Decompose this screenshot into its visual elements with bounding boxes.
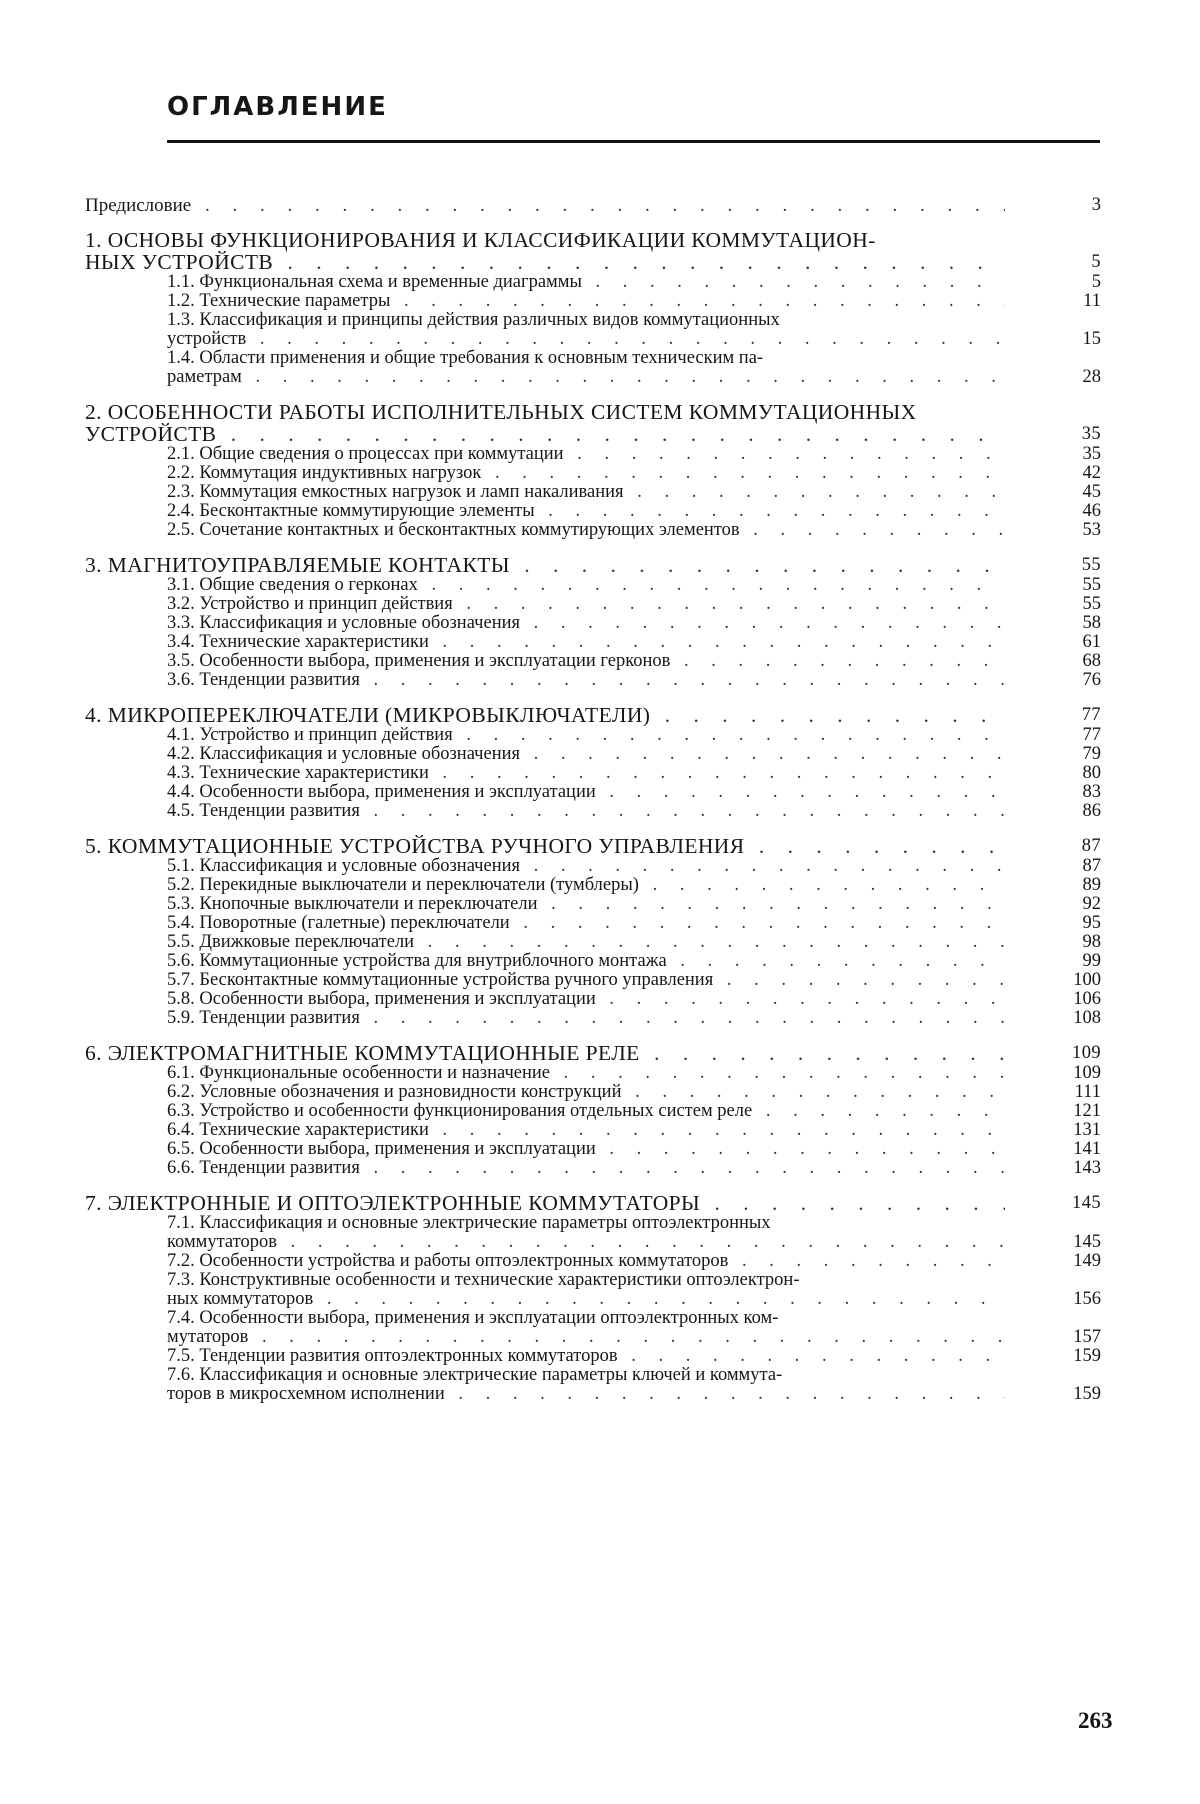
section-page: 95 [1082, 913, 1101, 933]
section-title: раметрам . . . [167, 368, 1005, 387]
section-title: коммутаторов . . . [167, 1233, 1005, 1252]
section-title: 3.4. Технические характеристики . . . [167, 633, 1005, 652]
section-title: 3.6. Тенденции развития . . . [167, 671, 1005, 690]
chapter-block-6 [85, 1042, 1115, 1178]
chapter-block-2 [85, 401, 1115, 540]
section-entry[interactable] [167, 933, 1115, 952]
section-page: 141 [1073, 1139, 1101, 1159]
section-page: 157 [1073, 1327, 1101, 1347]
section-entry[interactable] [167, 576, 1115, 595]
section-page: 5 [1091, 272, 1101, 292]
section-entry[interactable] [167, 1064, 1115, 1083]
section-page: 80 [1082, 763, 1101, 783]
section-entry[interactable] [167, 1366, 1115, 1404]
section-page: 159 [1073, 1384, 1101, 1404]
section-title: 5.3. Кнопочные выключатели и переключатели . . . [167, 895, 1005, 914]
section-entry[interactable] [167, 876, 1115, 895]
section-title: 4.1. Устройство и принцип действия . . . [167, 726, 1005, 745]
section-entry[interactable] [167, 652, 1115, 671]
section-page: 99 [1082, 951, 1101, 971]
section-title: 5.5. Движковые переключатели . . . [167, 933, 1005, 952]
chapter-page: 109 [1072, 1043, 1101, 1063]
section-entry[interactable] [167, 1121, 1115, 1140]
section-entry[interactable] [167, 273, 1115, 292]
chapter-title: 5. КОММУТАЦИОННЫЕ УСТРОЙСТВА РУЧНОГО УПРАВЛЕНИЯ . . . [85, 835, 1005, 857]
section-page: 79 [1082, 744, 1101, 764]
chapter-page: 145 [1072, 1193, 1101, 1213]
section-title: 3.3. Классификация и условные обозначения . . . [167, 614, 1005, 633]
section-title: 4.2. Классификация и условные обозначения . . . [167, 745, 1005, 764]
section-title: 5.4. Поворотные (галетные) переключатели . . . [167, 914, 1005, 933]
section-title: 5.2. Перекидные выключатели и переключатели (тумблеры) . . . [167, 876, 1005, 895]
section-title: 2.5. Сочетание контактных и бесконтактных коммутирующих элементов . . . [167, 521, 1005, 540]
section-page: 53 [1082, 520, 1101, 540]
section-page: 28 [1082, 367, 1101, 387]
chapter-block-1 [85, 229, 1115, 387]
section-title: 6.5. Особенности выбора, применения и эксплуатации . . . [167, 1140, 1005, 1159]
chapter-title-line: 2. ОСОБЕННОСТИ РАБОТЫ ИСПОЛНИТЕЛЬНЫХ СИСТЕМ КОММУТАЦИОННЫХ [85, 400, 917, 424]
section-title: 1.2. Технические параметры . . . [167, 292, 1005, 311]
section-entry[interactable] [167, 857, 1115, 876]
section-page: 121 [1073, 1101, 1101, 1121]
section-entry[interactable] [167, 1214, 1115, 1252]
section-entry[interactable] [167, 1009, 1115, 1028]
section-entry[interactable] [167, 971, 1115, 990]
chapter-page: 35 [1081, 424, 1101, 444]
section-page: 87 [1082, 856, 1101, 876]
section-entry[interactable] [167, 349, 1115, 387]
section-page: 100 [1073, 970, 1101, 990]
chapter-title: 4. МИКРОПЕРЕКЛЮЧАТЕЛИ (МИКРОВЫКЛЮЧАТЕЛИ) . . . [85, 704, 1005, 726]
chapter-title: 3. МАГНИТОУПРАВЛЯЕМЫЕ КОНТАКТЫ . . . [85, 554, 1005, 576]
chapter-entry[interactable] [85, 401, 1115, 445]
section-page: 15 [1082, 329, 1101, 349]
section-entry[interactable] [167, 990, 1115, 1009]
chapter-block-3 [85, 554, 1115, 690]
section-entry[interactable] [167, 745, 1115, 764]
section-entry[interactable] [167, 1309, 1115, 1347]
section-page: 11 [1083, 291, 1101, 311]
chapter-title: 7. ЭЛЕКТРОННЫЕ И ОПТОЭЛЕКТРОННЫЕ КОММУТАТОРЫ . . . [85, 1192, 1005, 1214]
section-page: 108 [1073, 1008, 1101, 1028]
section-page: 98 [1082, 932, 1101, 952]
section-page: 131 [1073, 1120, 1101, 1140]
section-page: 46 [1082, 501, 1101, 521]
section-title: 6.3. Устройство и особенности функционирования отдельных систем реле . . . [167, 1102, 1005, 1121]
section-page: 83 [1082, 782, 1101, 802]
section-title-line: 1.4. Области применения и общие требования к основным техническим па- [167, 348, 764, 368]
section-title: 3.1. Общие сведения о герконах . . . [167, 576, 1005, 595]
section-title: 5.7. Бесконтактные коммутационные устройства ручного управления . . . [167, 971, 1005, 990]
section-title: 6.4. Технические характеристики . . . [167, 1121, 1005, 1140]
section-entry[interactable] [167, 895, 1115, 914]
section-entry[interactable] [167, 802, 1115, 821]
section-title: 7.5. Тенденции развития оптоэлектронных коммутаторов . . . [167, 1347, 1005, 1366]
section-entry[interactable] [167, 726, 1115, 745]
chapter-block-7 [85, 1192, 1115, 1404]
title-divider [167, 140, 1100, 143]
chapter-title: УСТРОЙСТВ . . . [85, 423, 1005, 445]
chapter-page: 5 [1091, 252, 1101, 272]
section-entry[interactable] [167, 292, 1115, 311]
section-page: 45 [1082, 482, 1101, 502]
section-title-line: 7.6. Классификация и основные электрические параметры ключей и коммута- [167, 1365, 783, 1385]
section-entry[interactable] [167, 483, 1115, 502]
chapter-page: 87 [1081, 836, 1101, 856]
section-page: 55 [1082, 594, 1101, 614]
section-page: 86 [1082, 801, 1101, 821]
section-entry[interactable] [167, 952, 1115, 971]
chapter-entry[interactable] [85, 1192, 1115, 1214]
section-title: 5.8. Особенности выбора, применения и эксплуатации . . . [167, 990, 1005, 1009]
section-title: 1.1. Функциональная схема и временные диаграммы . . . [167, 273, 1005, 292]
section-title-line: 7.4. Особенности выбора, применения и эксплуатации оптоэлектронных ком- [167, 1308, 779, 1328]
chapter-entry[interactable] [85, 1042, 1115, 1064]
section-title: 4.4. Особенности выбора, применения и эксплуатации . . . [167, 783, 1005, 802]
section-page: 106 [1073, 989, 1101, 1009]
section-page: 35 [1082, 444, 1101, 464]
chapter-title-line: 1. ОСНОВЫ ФУНКЦИОНИРОВАНИЯ И КЛАССИФИКАЦИИ КОММУТАЦИОН- [85, 228, 876, 252]
chapter-block-5 [85, 835, 1115, 1028]
chapter-title: НЫХ УСТРОЙСТВ . . . [85, 251, 1005, 273]
section-title: 3.2. Устройство и принцип действия . . . [167, 595, 1005, 614]
section-entry[interactable] [167, 1159, 1115, 1178]
section-page: 89 [1082, 875, 1101, 895]
chapter-block-4 [85, 704, 1115, 821]
section-title-line: 7.3. Конструктивные особенности и технические характеристики оптоэлектрон- [167, 1270, 800, 1290]
section-entry[interactable] [167, 1271, 1115, 1309]
chapter-entry[interactable] [85, 704, 1115, 726]
section-entry[interactable] [167, 521, 1115, 540]
section-entry[interactable] [167, 914, 1115, 933]
section-title: 2.1. Общие сведения о процессах при коммутации . . . [167, 445, 1005, 464]
chapter-entry[interactable] [85, 835, 1115, 857]
preface-entry[interactable] [85, 196, 1115, 215]
section-entry[interactable] [167, 595, 1115, 614]
section-entry[interactable] [167, 445, 1115, 464]
section-page: 143 [1073, 1158, 1101, 1178]
section-title: торов в микросхемном исполнении . . . [167, 1385, 1005, 1404]
section-title: 6.1. Функциональные особенности и назначение . . . [167, 1064, 1005, 1083]
section-entry[interactable] [167, 633, 1115, 652]
section-entry[interactable] [167, 464, 1115, 483]
section-title: устройств . . . [167, 330, 1005, 349]
section-entry[interactable] [167, 1252, 1115, 1271]
section-title-line: 1.3. Классификация и принципы действия различных видов коммутационных [167, 310, 780, 330]
section-entry[interactable] [167, 311, 1115, 349]
section-page: 76 [1082, 670, 1101, 690]
section-page: 42 [1082, 463, 1101, 483]
section-entry[interactable] [167, 1102, 1115, 1121]
section-entry[interactable] [167, 1083, 1115, 1102]
section-title: 6.6. Тенденции развития . . . [167, 1159, 1005, 1178]
section-page: 109 [1073, 1063, 1101, 1083]
section-title: 2.3. Коммутация емкостных нагрузок и ламп накаливания . . . [167, 483, 1005, 502]
section-page: 145 [1073, 1232, 1101, 1252]
section-page: 156 [1073, 1289, 1101, 1309]
section-entry[interactable] [167, 614, 1115, 633]
chapter-title: 6. ЭЛЕКТРОМАГНИТНЫЕ КОММУТАЦИОННЫЕ РЕЛЕ . . . [85, 1042, 1005, 1064]
entry-title: Предисловие . . . [85, 196, 1005, 215]
section-title: 5.6. Коммутационные устройства для внутриблочного монтажа . . . [167, 952, 1005, 971]
section-title: мутаторов . . . [167, 1328, 1005, 1347]
section-page: 111 [1074, 1082, 1101, 1102]
chapter-page: 55 [1081, 555, 1101, 575]
section-title: 4.3. Технические характеристики . . . [167, 764, 1005, 783]
chapter-entry[interactable] [85, 554, 1115, 576]
section-page: 68 [1082, 651, 1101, 671]
section-entry[interactable] [167, 764, 1115, 783]
section-page: 61 [1082, 632, 1101, 652]
section-entry[interactable] [167, 1140, 1115, 1159]
section-page: 77 [1082, 725, 1101, 745]
section-title: 6.2. Условные обозначения и разновидности конструкций . . . [167, 1083, 1005, 1102]
section-title: 4.5. Тенденции развития . . . [167, 802, 1005, 821]
section-title-line: 7.1. Классификация и основные электрические параметры оптоэлектронных [167, 1213, 771, 1233]
section-entry[interactable] [167, 1347, 1115, 1366]
section-page: 159 [1073, 1346, 1101, 1366]
entry-page: 3 [1091, 195, 1101, 215]
section-title: 3.5. Особенности выбора, применения и эксплуатации герконов . . . [167, 652, 1005, 671]
section-entry[interactable] [167, 783, 1115, 802]
table-of-contents [85, 196, 1115, 1404]
chapter-page: 77 [1081, 705, 1101, 725]
section-title: 5.9. Тенденции развития . . . [167, 1009, 1005, 1028]
page-number: 263 [1078, 1708, 1113, 1733]
chapter-entry[interactable] [85, 229, 1115, 273]
section-entry[interactable] [167, 671, 1115, 690]
section-page: 92 [1082, 894, 1101, 914]
section-page: 58 [1082, 613, 1101, 633]
section-page: 149 [1073, 1251, 1101, 1271]
section-entry[interactable] [167, 502, 1115, 521]
section-title: 7.2. Особенности устройства и работы оптоэлектронных коммутаторов . . . [167, 1252, 1005, 1271]
section-title: ных коммутаторов . . . [167, 1290, 1005, 1309]
page-title: ОГЛАВЛЕНИЕ [167, 92, 388, 122]
section-title: 2.4. Бесконтактные коммутирующие элементы . . . [167, 502, 1005, 521]
section-title: 5.1. Классификация и условные обозначения . . . [167, 857, 1005, 876]
section-page: 55 [1082, 575, 1101, 595]
section-title: 2.2. Коммутация индуктивных нагрузок . . . [167, 464, 1005, 483]
